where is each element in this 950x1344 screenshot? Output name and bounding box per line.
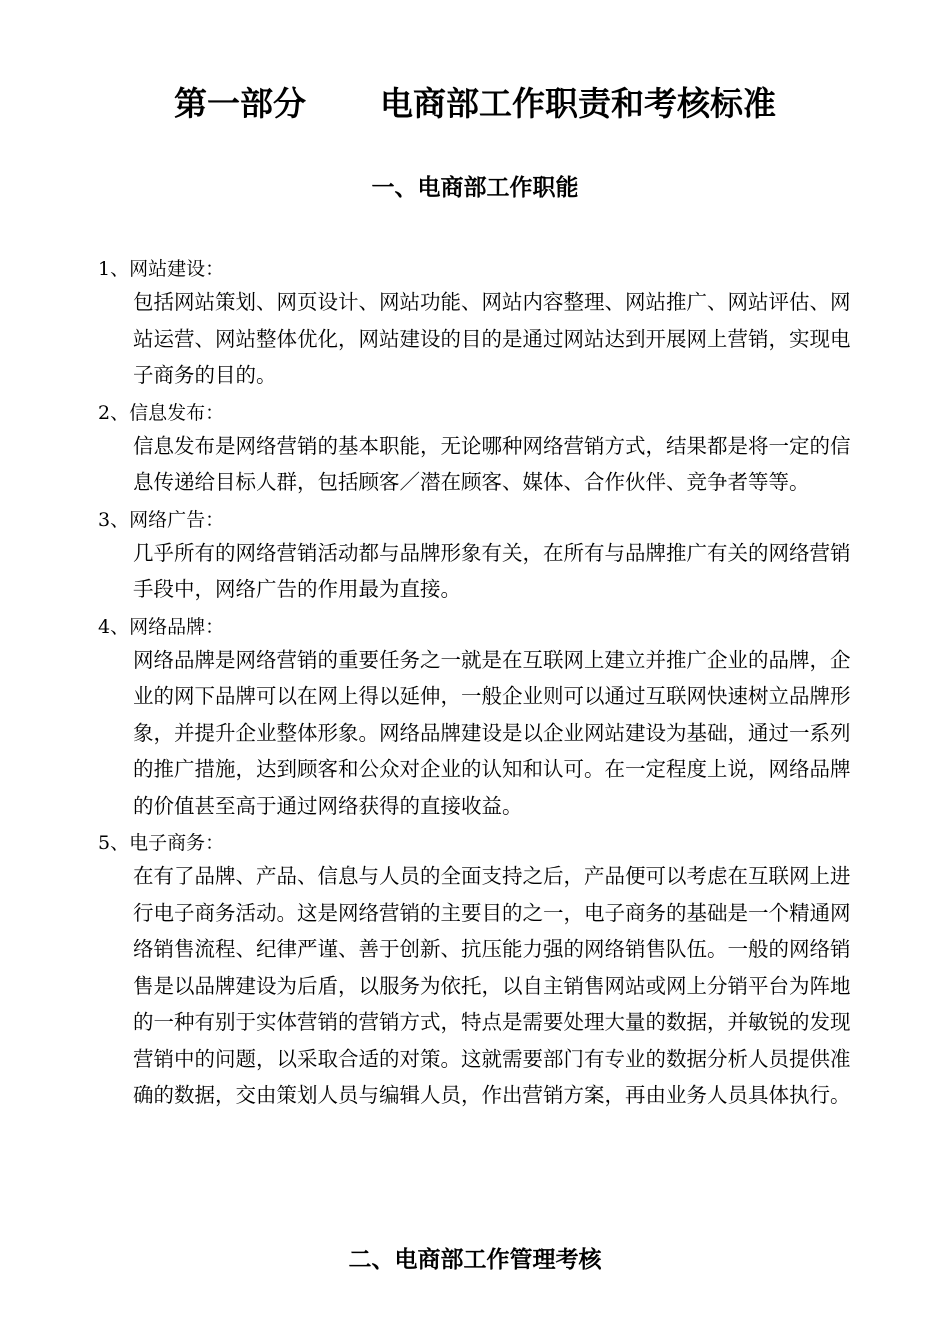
item-label: 4、网络品牌： xyxy=(98,615,225,638)
item-body: 在有了品牌、产品、信息与人员的全面支持之后，产品便可以考虑在互联网上进行电子商务活动。这是网络营销的主要目的之一，电子商务的基础是一个精通网络销售流程、纪律严谨、善于创新、抗压能力强的网络销售队伍。一般的网络销售是以品牌建设为后盾，以服务为依托，以自主销售网站或网上分销平台为阵地的一种有别于实体营销的营销方式，特点是需要处理大量的数据，并敏锐的发现营销中的问题，以采取合适的对策。这就需要部门有专业的数据分析人员提供准确的数据，交由策划人员与编辑人员，作出营销方案，再由业务人员具体执行。 xyxy=(133,864,851,1107)
page-title xyxy=(0,82,950,126)
list-item xyxy=(98,612,858,825)
title-main-text: 电商部工作职责和考核标准 xyxy=(380,84,776,123)
item-label: 3、网络广告： xyxy=(98,508,225,531)
item-label: 2、信息发布： xyxy=(98,401,225,424)
item-label: 5、电子商务： xyxy=(98,832,225,854)
duty-list xyxy=(98,254,858,1118)
item-body: 包括网站策划、网页设计、网站功能、网站内容整理、网站推广、网站评估、网站运营、网站整体优化，网站建设的目的是通过网站达到开展网上营销，实现电子商务的目的。 xyxy=(133,290,851,387)
list-item xyxy=(98,254,858,394)
item-body: 网络品牌是网络营销的重要任务之一就是在互联网上建立并推广企业的品牌，企业的网下品牌可以在网上得以延伸，一般企业则可以通过互联网快速树立品牌形象，并提升企业整体形象。网络品牌建设是以企业网站建设为基础，通过一系列的推广措施，达到顾客和公众对企业的认知和认可。在一定程度上说，网络品牌的价值甚至高于通过网络获得的直接收益。 xyxy=(133,647,851,818)
list-item xyxy=(98,398,858,501)
section-heading-duties: 一、电商部工作职能 xyxy=(371,175,579,201)
item-body: 几乎所有的网络营销活动都与品牌形象有关，在所有与品牌推广有关的网络营销手段中，网络广告的作用最为直接。 xyxy=(133,540,851,601)
list-item xyxy=(98,505,858,608)
list-item xyxy=(98,828,858,1114)
item-body: 信息发布是网络营销的基本职能，无论哪种网络营销方式，结果都是将一定的信息传递给目标人群，包括顾客／潜在顾客、媒体、合作伙伴、竞争者等等。 xyxy=(133,433,851,494)
item-label: 1、网站建设： xyxy=(98,258,225,280)
section-heading-management: 二、电商部工作管理考核 xyxy=(348,1247,602,1273)
title-part-label: 第一部分 xyxy=(174,84,306,123)
